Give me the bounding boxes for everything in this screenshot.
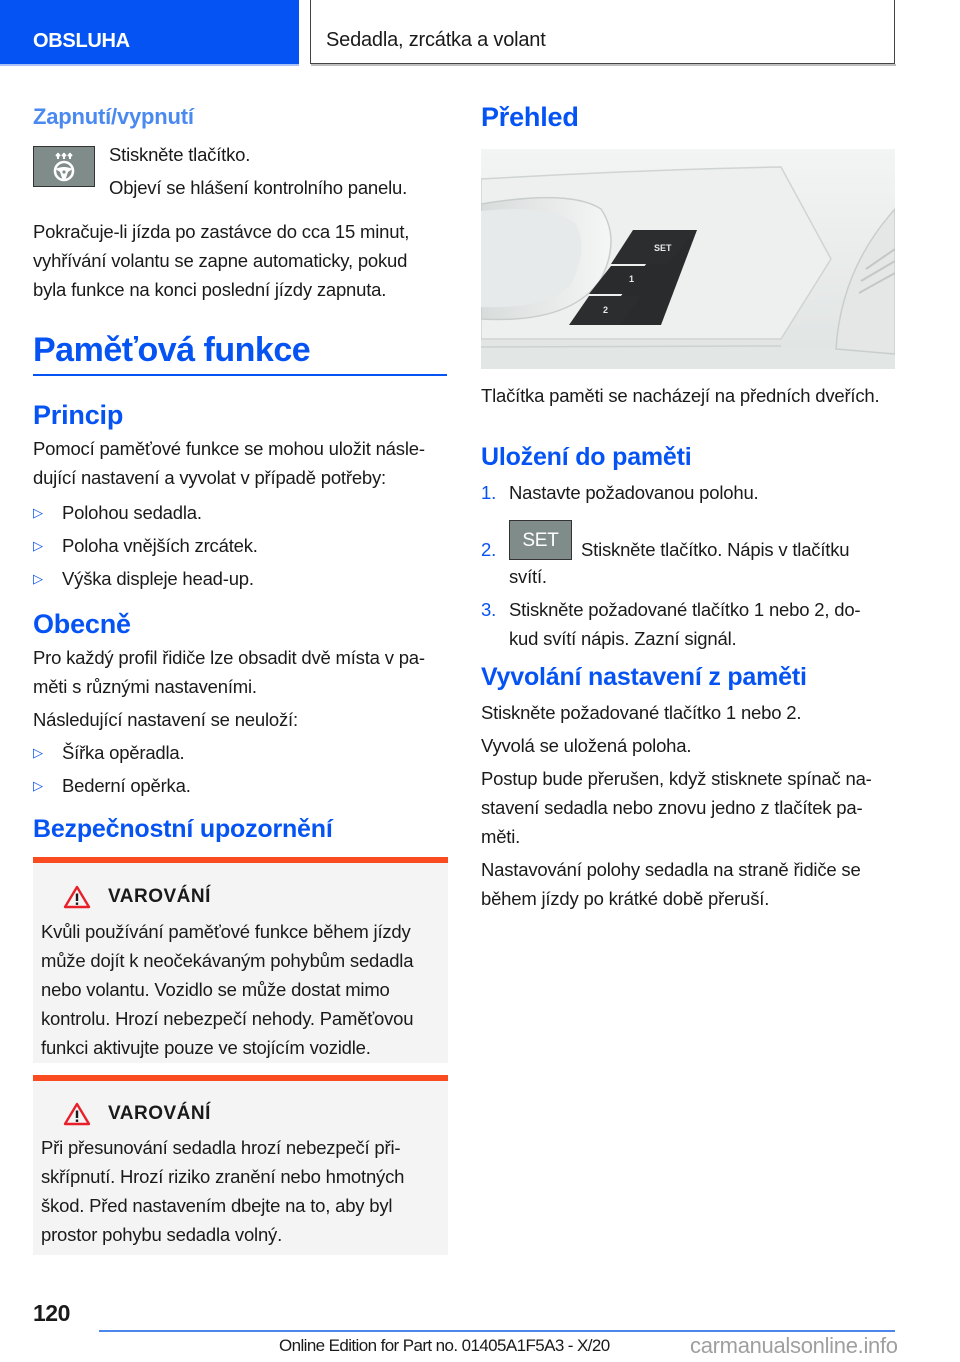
list-item-text: Výška displeje head-up.: [62, 568, 254, 589]
icon-line-2: Objeví se hlášení kontrolního panelu.: [109, 177, 408, 198]
text-line: Pokračuje-li jízda po zastávce do cca 15 minut,: [33, 221, 410, 242]
section-tab-label: OBSLUHA: [33, 30, 130, 52]
text-line: stavení sedadla nebo znovu jedno z tlačítek pa-: [481, 797, 863, 818]
vyvolani-block: [481, 698, 901, 913]
warning-box: [33, 857, 448, 1063]
triangle-bullet-icon: ▷: [33, 538, 43, 553]
text-line: vyhřívání volantu se zapne automaticky, pokud: [33, 250, 408, 271]
step-text: svítí.: [509, 566, 547, 587]
warning-body: [41, 917, 438, 1062]
triangle-bullet-icon: ▷: [33, 505, 43, 520]
list-item: [33, 498, 453, 527]
triangle-bullet-icon: ▷: [33, 745, 43, 760]
warning-body: [41, 1133, 438, 1249]
chapter-header-shadow: [311, 64, 896, 66]
triangle-bullet-icon: ▷: [33, 778, 43, 793]
text-line: Stiskněte požadované tlačítko 1 nebo 2, do-: [509, 599, 861, 620]
list-item-text: Poloha vnějších zrcátek.: [62, 535, 258, 556]
heading-zapnuti: Zapnutí/vypnutí: [33, 104, 194, 129]
text-line: Při přesunování sedadla hrozí nebezpečí při-: [41, 1137, 401, 1158]
heading-bezpecnostni: Bezpečnostní upozornění: [33, 815, 333, 843]
section-tab-underline: [0, 64, 299, 66]
text-line: měti s různými nastaveními.: [33, 676, 257, 697]
text-line: kontrolu. Hrozí nebezpečí nehody. Paměťovou: [41, 1008, 414, 1029]
text-line: během jízdy po krátké době přeruší.: [481, 888, 770, 909]
text-line: prostor pohybu sedadla volný.: [41, 1224, 283, 1245]
text-line: škod. Před nastavením dbejte na to, aby byl: [41, 1195, 393, 1216]
warning-triangle-icon: [63, 885, 91, 909]
text-line: měti.: [481, 826, 521, 847]
text-line: skřípnutí. Hrozí riziko zranění nebo hmotných: [41, 1166, 405, 1187]
princip-block: [33, 434, 453, 593]
door-panel-photo: [481, 149, 895, 369]
heated-steering-button-image: [33, 146, 95, 187]
photo-1-label: 1: [629, 274, 635, 284]
warning-title: VAROVÁNÍ: [108, 1103, 211, 1124]
text-line: funkci aktivujte pouze ve stojícím vozidle.: [41, 1037, 371, 1058]
step-text: Stiskněte tlačítko. Nápis v tlačítku: [581, 539, 850, 560]
edition-text: Online Edition for Part no. 01405A1F5A3 - X/20: [279, 1336, 610, 1355]
door-memory-buttons-illustration: [481, 149, 895, 369]
warning-title: VAROVÁNÍ: [108, 886, 211, 907]
heading-pametova-funkce: Paměťová funkce: [33, 331, 311, 369]
chapter-header: [310, 0, 895, 64]
ulozeni-steps: [481, 478, 901, 653]
list-item-text: Šířka opěradla.: [62, 742, 185, 763]
text-line: Pomocí paměťové funkce se mohou uložit násle-: [33, 438, 425, 459]
text-line: může dojít k neočekávaným pohybům sedadla: [41, 950, 414, 971]
warning-bar: [33, 1075, 448, 1081]
step-number: 3.: [481, 599, 497, 620]
section-tab: [0, 0, 299, 64]
step-number: 1.: [481, 482, 497, 503]
photo-caption: Tlačítka paměti se nacházejí na předních dveřích.: [481, 385, 880, 406]
list-item: [33, 531, 453, 560]
triangle-bullet-icon: ▷: [33, 571, 43, 586]
list-item: [33, 564, 453, 593]
step-item: [481, 595, 901, 653]
photo-2-label: 2: [603, 305, 609, 315]
chapter-title: Sedadla, zrcátka a volant: [326, 29, 546, 51]
step-item: [481, 521, 901, 587]
step-text-block: [509, 595, 860, 653]
text-line: Stiskněte požadované tlačítko 1 nebo 2.: [481, 702, 802, 723]
text-line: Kvůli používání paměťové funkce během jízdy: [41, 921, 411, 942]
step-text: Nastavte požadovanou polohu.: [509, 482, 759, 503]
footer-rule: [99, 1330, 895, 1332]
heading-ulozeni: Uložení do paměti: [481, 443, 692, 471]
list-item: [33, 771, 453, 800]
icon-line-1: Stiskněte tlačítko.: [109, 144, 251, 165]
text-line: nebo volantu. Vozidlo se může dostat mimo: [41, 979, 390, 1000]
heading-prehled: Přehled: [481, 102, 579, 132]
list-item: [33, 738, 453, 767]
set-button-label: SET: [522, 529, 559, 551]
page-number: 120: [33, 1300, 70, 1326]
heading-rule: [33, 374, 447, 376]
step-item: [481, 478, 901, 507]
watermark-link[interactable]: carmanualsonline.info: [690, 1333, 898, 1358]
warning-triangle-icon: [63, 1102, 91, 1126]
zapnuti-paragraph: [33, 217, 409, 304]
heading-obecne: Obecně: [33, 609, 131, 639]
text-line: Pro každý profil řidiče lze obsadit dvě místa v pa-: [33, 647, 425, 668]
text-line: Následující nastavení se neuloží:: [33, 709, 298, 730]
list-item-text: Bederní opěrka.: [62, 775, 191, 796]
obecne-block: [33, 643, 453, 800]
warning-box: [33, 1075, 448, 1255]
warning-bar: [33, 857, 448, 863]
heated-steering-wheel-icon: [51, 152, 77, 182]
text-line: kud svítí nápis. Zazní signál.: [509, 628, 737, 649]
text-line: byla funkce na konci poslední jízdy zapnuta.: [33, 279, 387, 300]
list-item-text: Polohou sedadla.: [62, 502, 202, 523]
text-line: Nastavování polohy sedadla na straně řidiče se: [481, 859, 861, 880]
step-number: 2.: [481, 539, 497, 560]
heading-vyvolani: Vyvolání nastavení z paměti: [481, 663, 807, 691]
set-button-image: [509, 520, 572, 560]
text-line: Vyvolá se uložená poloha.: [481, 735, 692, 756]
text-line: Postup bude přerušen, když stisknete spínač na-: [481, 768, 872, 789]
photo-set-label: SET: [654, 243, 672, 253]
text-line: dující nastavení a vyvolat v případě potřeby:: [33, 467, 386, 488]
heading-princip: Princip: [33, 400, 124, 430]
